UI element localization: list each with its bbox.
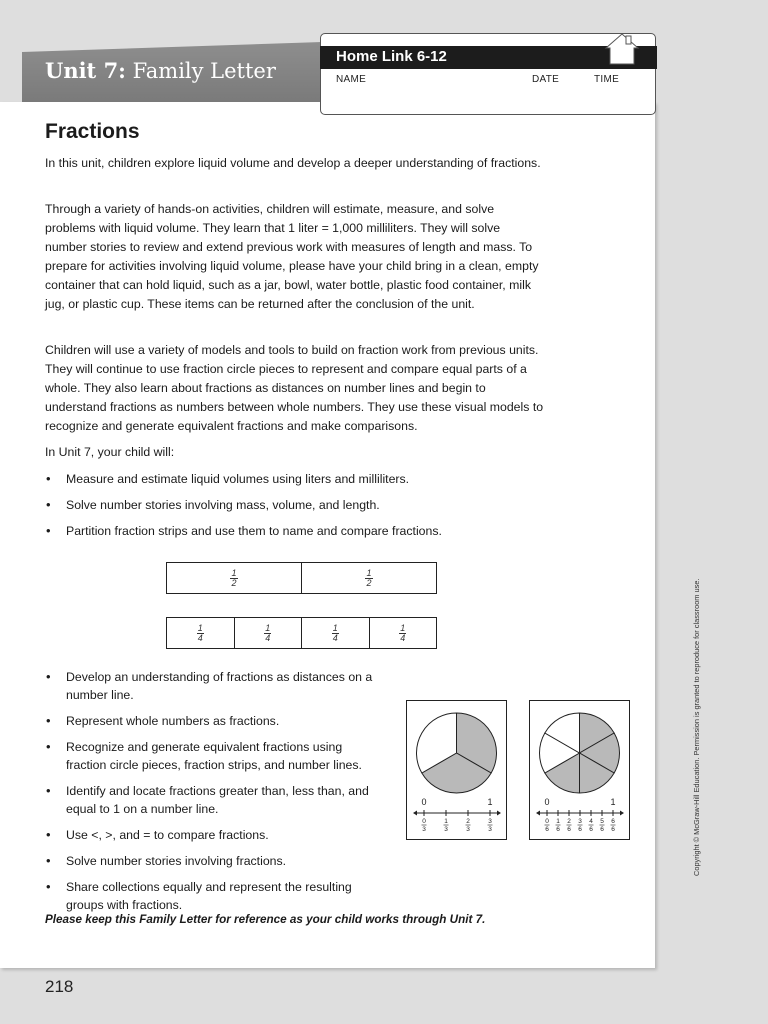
- home-link-label: Home Link 6-12: [336, 48, 447, 65]
- fraction-models-paragraph: Children will use a variety of models and tools to build on fraction work from previous units. They will continue to use fraction circle pieces to represent and compare equal parts of a whole. They also learn about fractions as distances on number lines and begin to understand fractions as numbers between whole numbers. They use these visual models to recognize and generate equivalent fractions and make comparisons.: [45, 343, 544, 433]
- tick-denominator: 3: [422, 826, 426, 833]
- circle-model-sixths: [529, 700, 630, 840]
- list-item: • Share collections equally and represent the resulting groups with fractions.: [45, 878, 385, 914]
- time-field-label: TIME: [594, 74, 620, 85]
- list-item: • Identify and locate fractions greater than, less than, and equal to 1 on a number line.: [45, 782, 385, 818]
- fraction-strip-cell: [167, 618, 235, 648]
- circle-model-thirds: [406, 700, 507, 840]
- list-item: • Solve number stories involving mass, volume, and length.: [45, 496, 565, 514]
- fraction-strip-cell: [370, 618, 437, 648]
- tick-numerator: 1: [444, 818, 448, 825]
- tick-numerator: 0: [422, 818, 426, 825]
- tick-numerator: 4: [589, 818, 593, 825]
- home-link-box: [320, 33, 656, 115]
- number-line-start-label: 0: [544, 797, 550, 807]
- goals-list-bottom: [45, 668, 385, 914]
- tick-numerator: 5: [600, 818, 604, 825]
- unit-title-text: Family Letter: [132, 59, 276, 83]
- tick-denominator: 3: [488, 826, 492, 833]
- tick-denominator: 6: [578, 826, 582, 833]
- tick-denominator: 3: [444, 826, 448, 833]
- fraction-strip-cell: [235, 618, 303, 648]
- page-number: 218: [45, 977, 74, 996]
- fraction-label: $\frac{1}{4}$: [197, 622, 203, 643]
- goals-list-top: [45, 470, 565, 540]
- fraction-circle-sixths: [530, 701, 629, 839]
- fraction-label: $\frac{1}{2}$: [231, 567, 237, 588]
- unit-title: [45, 58, 276, 83]
- number-line-end-label: 1: [610, 797, 616, 807]
- tick-denominator: 6: [556, 826, 560, 833]
- unit-goals-intro: In Unit 7, your child will:: [45, 445, 175, 459]
- fraction-strip-cell: [167, 563, 302, 593]
- list-item: • Measure and estimate liquid volumes using liters and milliliters.: [45, 470, 565, 488]
- unit-number: Unit 7:: [45, 58, 126, 83]
- fraction-label: $\frac{1}{2}$: [366, 567, 372, 588]
- copyright-notice: [692, 550, 704, 880]
- arrow-right-icon: [497, 811, 501, 816]
- tick-numerator: 3: [488, 818, 492, 825]
- section-title: Fractions: [45, 120, 140, 143]
- list-item: • Solve number stories involving fractions.: [45, 852, 385, 870]
- fraction-strip-cell: [302, 563, 436, 593]
- fraction-strip-halves: [166, 562, 437, 594]
- tick-denominator: 6: [589, 826, 593, 833]
- tick-denominator: 6: [600, 826, 604, 833]
- house-icon: [604, 33, 640, 65]
- number-line-end-label: 1: [487, 797, 493, 807]
- tick-numerator: 3: [578, 818, 582, 825]
- arrow-left-icon: [413, 811, 417, 816]
- tick-denominator: 6: [567, 826, 571, 833]
- tick-numerator: 6: [611, 818, 615, 825]
- tick-denominator: 6: [611, 826, 615, 833]
- date-field-label: DATE: [532, 74, 560, 85]
- list-item: • Partition fraction strips and use them to name and compare fractions.: [45, 522, 565, 540]
- fraction-label: $\frac{1}{4}$: [265, 622, 271, 643]
- name-field-label: NAME: [336, 74, 367, 85]
- tick-denominator: 6: [545, 826, 549, 833]
- fraction-label: $\frac{1}{4}$: [400, 622, 406, 643]
- list-item: • Represent whole numbers as fractions.: [45, 712, 385, 730]
- list-item: • Use <, >, and = to compare fractions.: [45, 826, 385, 844]
- fraction-label: $\frac{1}{4}$: [332, 622, 338, 643]
- arrow-left-icon: [536, 811, 540, 816]
- tick-numerator: 1: [556, 818, 560, 825]
- arrow-right-icon: [620, 811, 624, 816]
- number-line-start-label: 0: [421, 797, 427, 807]
- copyright-text: Copyright © McGraw-Hill Education. Permission is granted to reproduce for classroom use.: [692, 578, 701, 876]
- list-item: • Recognize and generate equivalent fractions using fraction circle pieces, fraction strips, and number lines.: [45, 738, 385, 774]
- intro-paragraph: In this unit, children explore liquid volume and develop a deeper understanding of fractions.: [45, 156, 541, 170]
- tick-numerator: 0: [545, 818, 549, 825]
- tick-denominator: 3: [466, 826, 470, 833]
- fraction-circle-thirds: [407, 701, 506, 839]
- tick-numerator: 2: [466, 818, 470, 825]
- liquid-volume-paragraph: Through a variety of hands-on activities, children will estimate, measure, and solve problems with liquid volume. They learn that 1 liter = 1,000 milliliters. They will solve number stories to review and extend previous work with measures of length and mass. To prepare for activities involving liquid volume, please have your child bring in a clean, empty container that can hold liquid, such as a jar, bowl, water bottle, plastic food container, milk jug, or plastic cup. These items can be returned after the conclusion of the unit.: [45, 202, 539, 311]
- fraction-strip-cell: [302, 618, 370, 648]
- fraction-strip-quarters: [166, 617, 437, 649]
- keep-letter-note: Please keep this Family Letter for reference as your child works through Unit 7.: [45, 913, 486, 926]
- tick-numerator: 2: [567, 818, 571, 825]
- list-item: • Develop an understanding of fractions as distances on a number line.: [45, 668, 385, 704]
